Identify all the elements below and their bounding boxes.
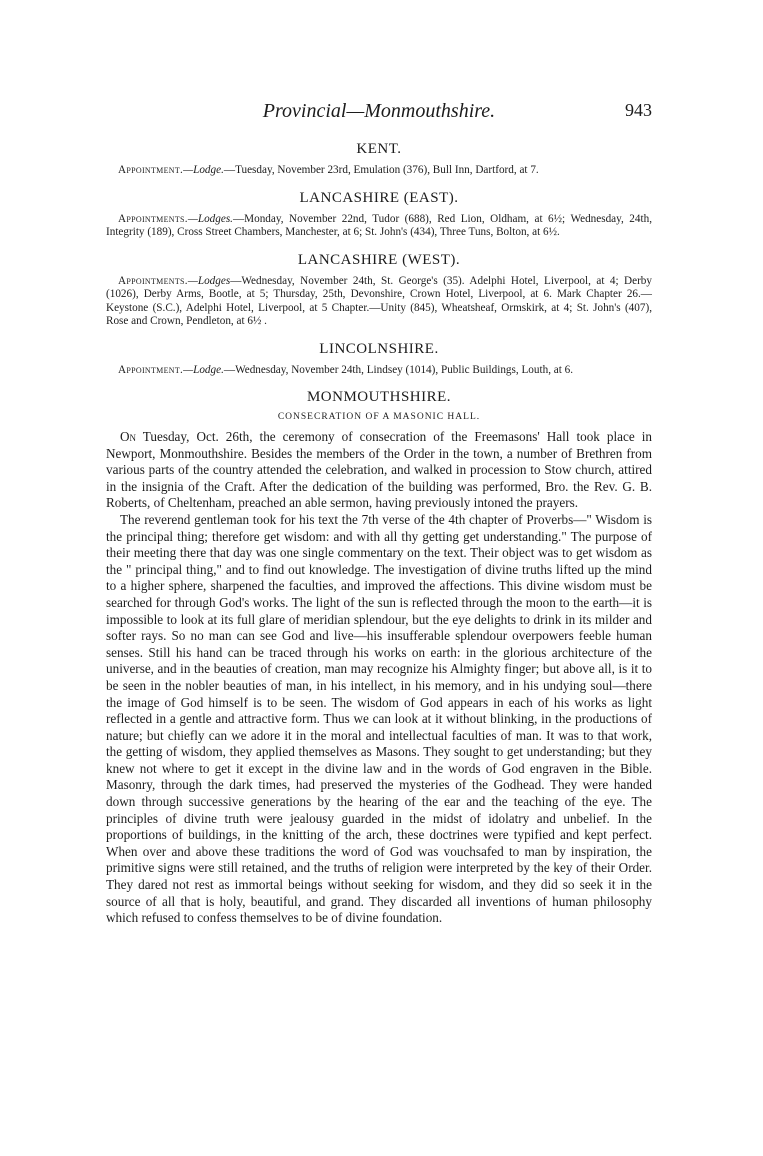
page-header: [106, 100, 652, 124]
section-kent: [106, 140, 652, 178]
section-heading: MONMOUTHSHIRE.: [306, 389, 452, 405]
appointment-subject: —Lodges.: [187, 212, 233, 225]
appointment-text: [106, 213, 652, 240]
section-lancashire-east: [106, 189, 652, 240]
appointment-label: Appointment.: [118, 164, 184, 176]
appointment-text: [106, 164, 652, 178]
section-heading: LINCOLNSHIRE.: [319, 340, 439, 357]
section-heading: KENT.: [356, 141, 402, 157]
article-paragraph: The reverend gentleman took for his text the 7th verse of the 4th chapter of Proverbs—" Wisdom is the principal thing; therefore get wisdom: and with all thy getting get understanding." The purpose of their meeting there that day was one single commentary on the text. Their object was to get wisdom as the " principal thing," and to find out knowledge. The investigation of divine truths lifted up the mind to a higher sphere, sharpened the faculties, and improved the affections. This divine wisdom must be searched for through God's works. The light of the sun is reflected through the moon to the earth—it is impossible to look at its full glare of meridian splendour, but the eye delights to drink in its milder and softer rays. So no man can see God and live—his insufferable splendour overpowers feeble human senses. Still his hand can be traced through his works on earth: in the glorious architecture of the universe, and in the beauties of creation, man may recognize his Almighty finger; but above all, is it to be seen in the nobler beauties of man, in his intellect, in his memory, and in his undying soul—there the image of God himself is to be seen. The wisdom of God appears in each of his works as light reflected in a gentle and attractive form. Thus we can look at it without blinking, in the productions of nature; but chiefly can we adore it in the moral and intellectual faculties of man. It was to that work, the getting of wisdom, they applied themselves as Masons. They sought to get understanding; but they knew not where to get it except in the divine law and in the words of God engraven in the Bible. Masonry, through the dark times, had preserved the mysteries of the Godhead. They were handed down through successive generations by the hearing of the ear and the teaching of the eye. The principles of divine truth were jealousy guarded in the midst of idolatry and unbelief. In the proportions of buildings, in the knitting of the arch, these doctrines were typified and kept perfect. When over and above these traditions the word of God was vouchsafed to man by inspiration, the primitive signs were still retained, and the truths of religion were interpreted by the key of their Order. They dared not rest as immortal beings without seeking for wisdom, and they did so seek it in the source of all that is holy, beautiful, and grand. They discarded all inventions of human philosophy which refused to confess themselves to be of divine foundation.: [106, 511, 652, 926]
article-subheading: CONSECRATION OF A MASONIC HALL.: [277, 412, 481, 422]
page-number: 943: [625, 100, 652, 120]
section-lancashire-west: [106, 251, 652, 329]
section-heading: LANCASHIRE (WEST).: [297, 251, 461, 268]
paragraph-body: Tuesday, Oct. 26th, the ceremony of consecration of the Freemasons' Hall took place in Newport, Monmouthshire. Besides the members of the Order in the town, a number of Brethren from various parts of the country attended the celebration, and walked in procession to Stow church, attired in the insignia of the Craft. After the dedication of the building was performed, Bro. the Rev. G. B. Roberts, of Cheltenham, preached an able sermon, having previously intoned the prayers.: [106, 429, 652, 511]
appointment-subject: —Lodge.: [183, 363, 224, 376]
appointment-label: Appointments.: [118, 274, 188, 287]
appointment-details: —Wednesday, November 24th, Lindsey (1014), Public Buildings, Louth, at 6.: [223, 363, 574, 376]
appointment-details: —Tuesday, November 23rd, Emulation (376), Bull Inn, Dartford, at 7.: [223, 164, 539, 176]
page-content: [106, 140, 652, 927]
appointment-details: —Monday, November 22nd, Tudor (688), Red Lion, Oldham, at 6½; Wednesday, 24th, Integrity (189), Cross Street Chambers, Manchester, at 6; St. John's (434), Three Tuns, Bolton, at 6½.: [106, 212, 652, 238]
appointment-details: —Wednesday, November 24th, St. George's (35). Adelphi Hotel, Liverpool, at 4; Derby (1026), Derby Arms, Bootle, at 5; Thursday, 25th, Devonshire, Crown Hotel, Liverpool, at 6. Mark Chapter 26.—Keystone (S.C.), Adelphi Hotel, Liverpool, at 5 Chapter.—Unity (845), Wheatsheaf, Ormskirk, at 4; St. John's (407), Rose and Crown, Pendleton, at 6½ .: [106, 274, 652, 327]
section-monmouthshire: [106, 388, 652, 927]
appointment-text: [106, 364, 652, 378]
article-paragraph: [106, 429, 652, 512]
section-heading: LANCASHIRE (EAST).: [299, 189, 459, 206]
appointment-label: Appointments.: [118, 212, 188, 225]
appointment-text: [106, 275, 652, 329]
paragraph-lead: On: [120, 429, 137, 444]
section-lincolnshire: [106, 340, 652, 378]
appointment-label: Appointment.: [118, 363, 184, 376]
appointment-subject: —Lodges: [187, 274, 231, 287]
appointment-subject: —Lodge.: [183, 164, 224, 176]
running-title: Provincial—Monmouthshire.: [262, 100, 496, 122]
